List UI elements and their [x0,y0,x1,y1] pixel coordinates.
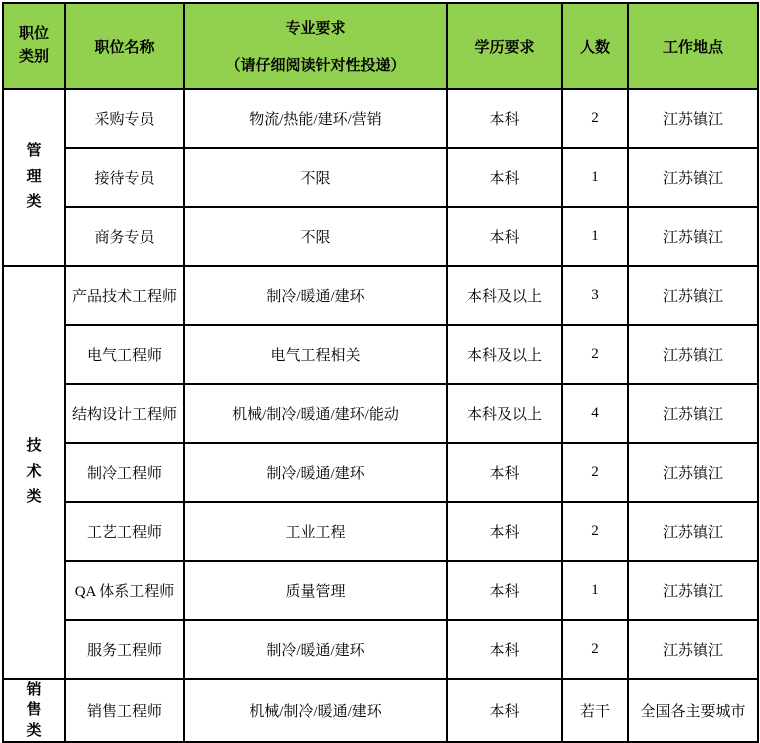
cell-degree: 本科 [447,207,562,266]
cell-count: 2 [562,325,628,384]
cell-major: 不限 [184,148,447,207]
table-row [3,502,758,561]
cell-degree: 本科 [447,502,562,561]
recruitment-table [2,2,759,743]
header-degree [447,3,562,89]
cell-degree: 本科 [447,679,562,742]
header-count [562,3,628,89]
cell-degree: 本科 [447,561,562,620]
cell-major: 不限 [184,207,447,266]
cell-major: 物流/热能/建环/营销 [184,89,447,148]
cell-location: 全国各主要城市 [628,679,758,742]
cell-position-name: 结构设计工程师 [65,384,184,443]
cell-major: 工业工程 [184,502,447,561]
table-row [3,679,758,742]
table-row [3,620,758,679]
cell-location: 江苏镇江 [628,266,758,325]
table-header [3,3,758,89]
cell-count: 2 [562,89,628,148]
cell-position-name: 服务工程师 [65,620,184,679]
cell-location: 江苏镇江 [628,561,758,620]
table-row [3,89,758,148]
cell-position-name: 采购专员 [65,89,184,148]
cell-location: 江苏镇江 [628,443,758,502]
cell-location: 江苏镇江 [628,384,758,443]
cell-count: 1 [562,207,628,266]
table-row [3,266,758,325]
category-label: 技术类 [26,438,42,506]
header-location-label: 工作地点 [662,39,723,56]
cell-degree: 本科及以上 [447,266,562,325]
header-major-line1: 专业要求 [285,21,346,37]
cell-location: 江苏镇江 [628,148,758,207]
table-row [3,207,758,266]
cell-position-name: 产品技术工程师 [65,266,184,325]
cell-position-name: 制冷工程师 [65,443,184,502]
cell-location: 江苏镇江 [628,620,758,679]
cell-position-name: QA 体系工程师 [65,561,184,620]
table-row [3,561,758,620]
cell-count: 3 [562,266,628,325]
header-count-label: 人数 [579,39,610,56]
cell-major: 制冷/暖通/建环 [184,443,447,502]
table-row [3,148,758,207]
cell-position-name: 电气工程师 [65,325,184,384]
header-category-label: 职位类别 [18,25,49,65]
cell-position-name: 商务专员 [65,207,184,266]
header-category [3,3,65,89]
cell-position-name: 工艺工程师 [65,502,184,561]
category-label: 销售类 [26,682,42,739]
table-row [3,384,758,443]
cell-degree: 本科及以上 [447,325,562,384]
cell-position-name: 销售工程师 [65,679,184,742]
cell-count: 1 [562,561,628,620]
header-major-line2: （请仔细阅读针对性投递） [225,58,406,74]
cell-major: 机械/制冷/暖通/建环 [184,679,447,742]
cell-degree: 本科及以上 [447,384,562,443]
cell-degree: 本科 [447,443,562,502]
table-row [3,325,758,384]
cell-degree: 本科 [447,89,562,148]
cell-major: 电气工程相关 [184,325,447,384]
cell-location: 江苏镇江 [628,502,758,561]
table-row [3,443,758,502]
cell-count: 4 [562,384,628,443]
category-label: 管理类 [26,143,42,211]
category-cell-technical [3,266,65,679]
category-cell-sales [3,679,65,742]
table-body [3,89,758,742]
cell-degree: 本科 [447,620,562,679]
cell-location: 江苏镇江 [628,207,758,266]
cell-count: 1 [562,148,628,207]
cell-position-name: 接待专员 [65,148,184,207]
header-degree-label: 学历要求 [474,39,535,56]
header-row [3,3,758,89]
cell-major: 质量管理 [184,561,447,620]
header-position-name-label: 职位名称 [94,39,155,56]
header-position-name [65,3,184,89]
cell-count: 若干 [562,679,628,742]
cell-location: 江苏镇江 [628,325,758,384]
header-major-requirement [184,3,447,89]
cell-count: 2 [562,443,628,502]
cell-major: 制冷/暖通/建环 [184,266,447,325]
cell-location: 江苏镇江 [628,89,758,148]
header-location [628,3,758,89]
category-cell-management [3,89,65,266]
cell-major: 机械/制冷/暖通/建环/能动 [184,384,447,443]
cell-count: 2 [562,620,628,679]
cell-degree: 本科 [447,148,562,207]
cell-major: 制冷/暖通/建环 [184,620,447,679]
cell-count: 2 [562,502,628,561]
